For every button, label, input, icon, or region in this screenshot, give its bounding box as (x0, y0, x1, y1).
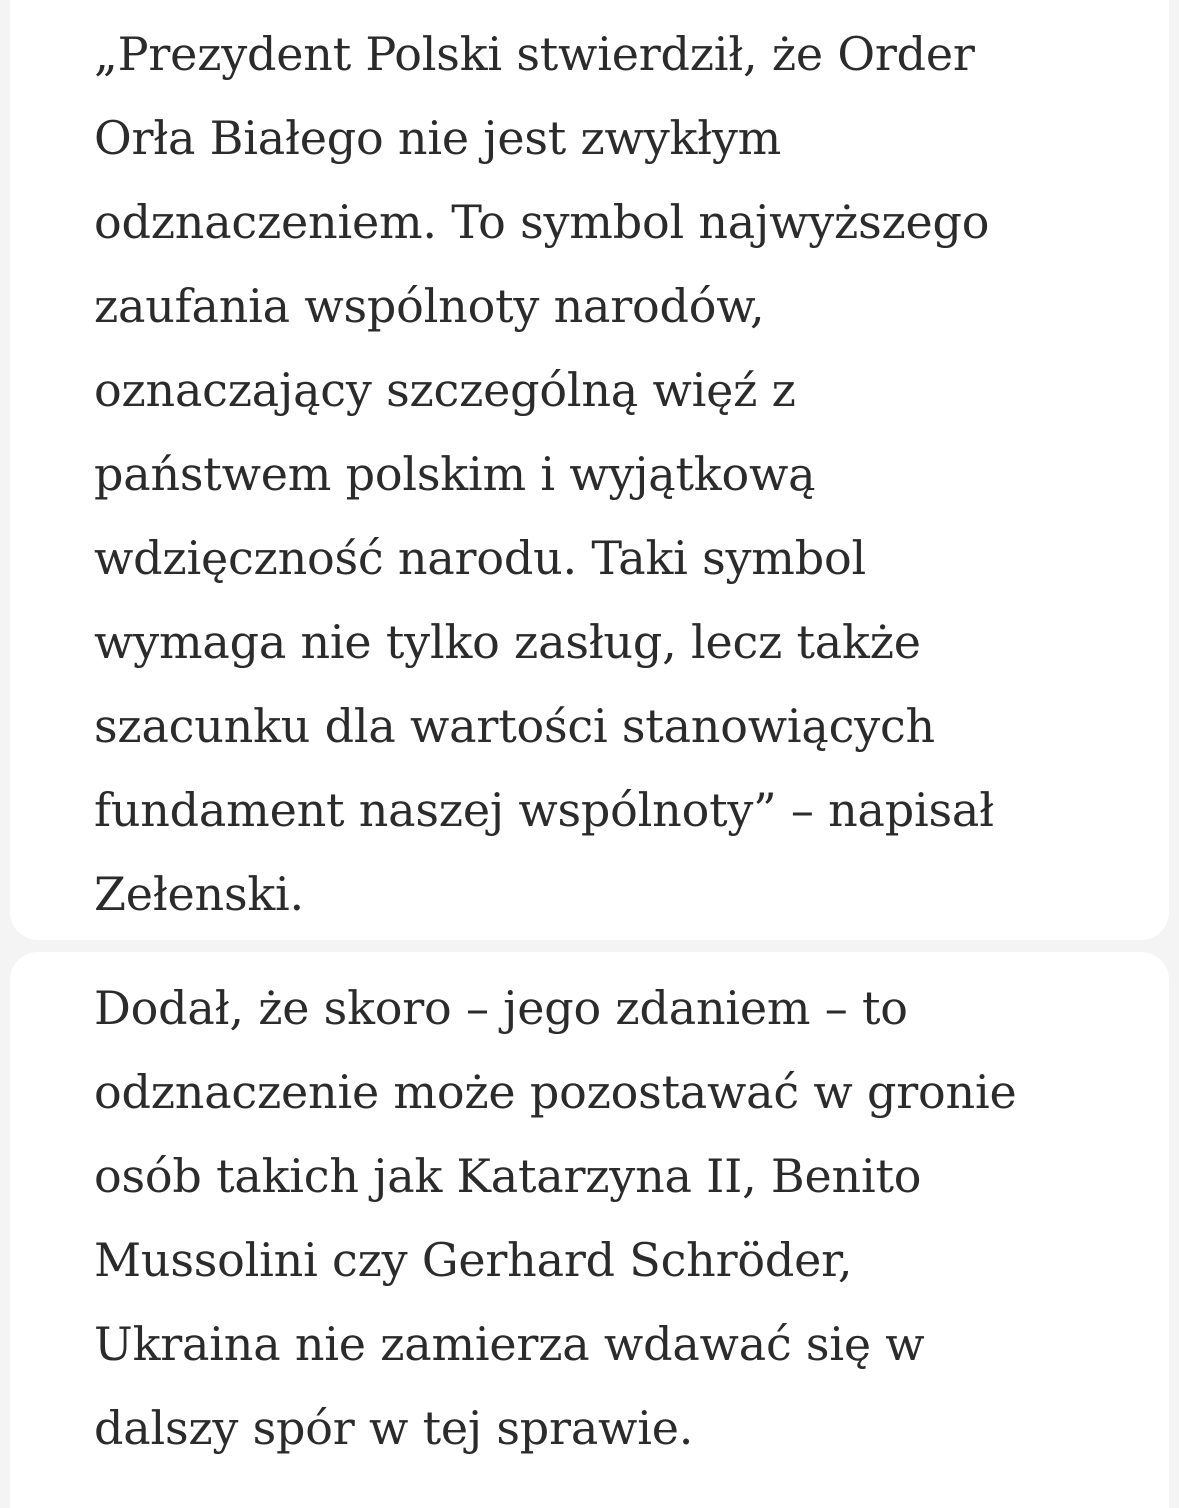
text-line: oznaczający szczególną więź z (94, 363, 796, 417)
text-line: fundament naszej wspólnoty” – napisał (94, 783, 994, 837)
text-line: Ukraina nie zamierza wdawać się w (94, 1317, 925, 1371)
text-line: państwem polskim i wyjątkową (94, 447, 816, 501)
text-line: osób takich jak Katarzyna II, Benito (94, 1149, 922, 1203)
text-line: Dodał, że skoro – jego zdaniem – to (94, 981, 908, 1035)
text-line: odznaczenie może pozostawać w gronie (94, 1065, 1017, 1119)
text-line: dalszy spór w tej sprawie. (94, 1401, 694, 1455)
text-line: odznaczeniem. To symbol najwyższego (94, 195, 990, 249)
text-line: szacunku dla wartości stanowiących (94, 699, 935, 753)
text-line: Orła Białego nie jest zwykłym (94, 111, 782, 165)
text-line: Zełenski. (94, 867, 304, 921)
quote-paragraph (94, 12, 994, 936)
text-line: wymaga nie tylko zasług, lecz także (94, 615, 921, 669)
paragraph-card-2 (10, 952, 1169, 1508)
body-paragraph (94, 966, 1016, 1470)
text-line: wdzięczność narodu. Taki symbol (94, 531, 866, 585)
text-line: „Prezydent Polski stwierdził, że Order (94, 27, 975, 81)
paragraph-card-1 (10, 0, 1169, 940)
text-line: Mussolini czy Gerhard Schröder, (94, 1233, 853, 1287)
text-line: zaufania wspólnoty narodów, (94, 279, 765, 333)
